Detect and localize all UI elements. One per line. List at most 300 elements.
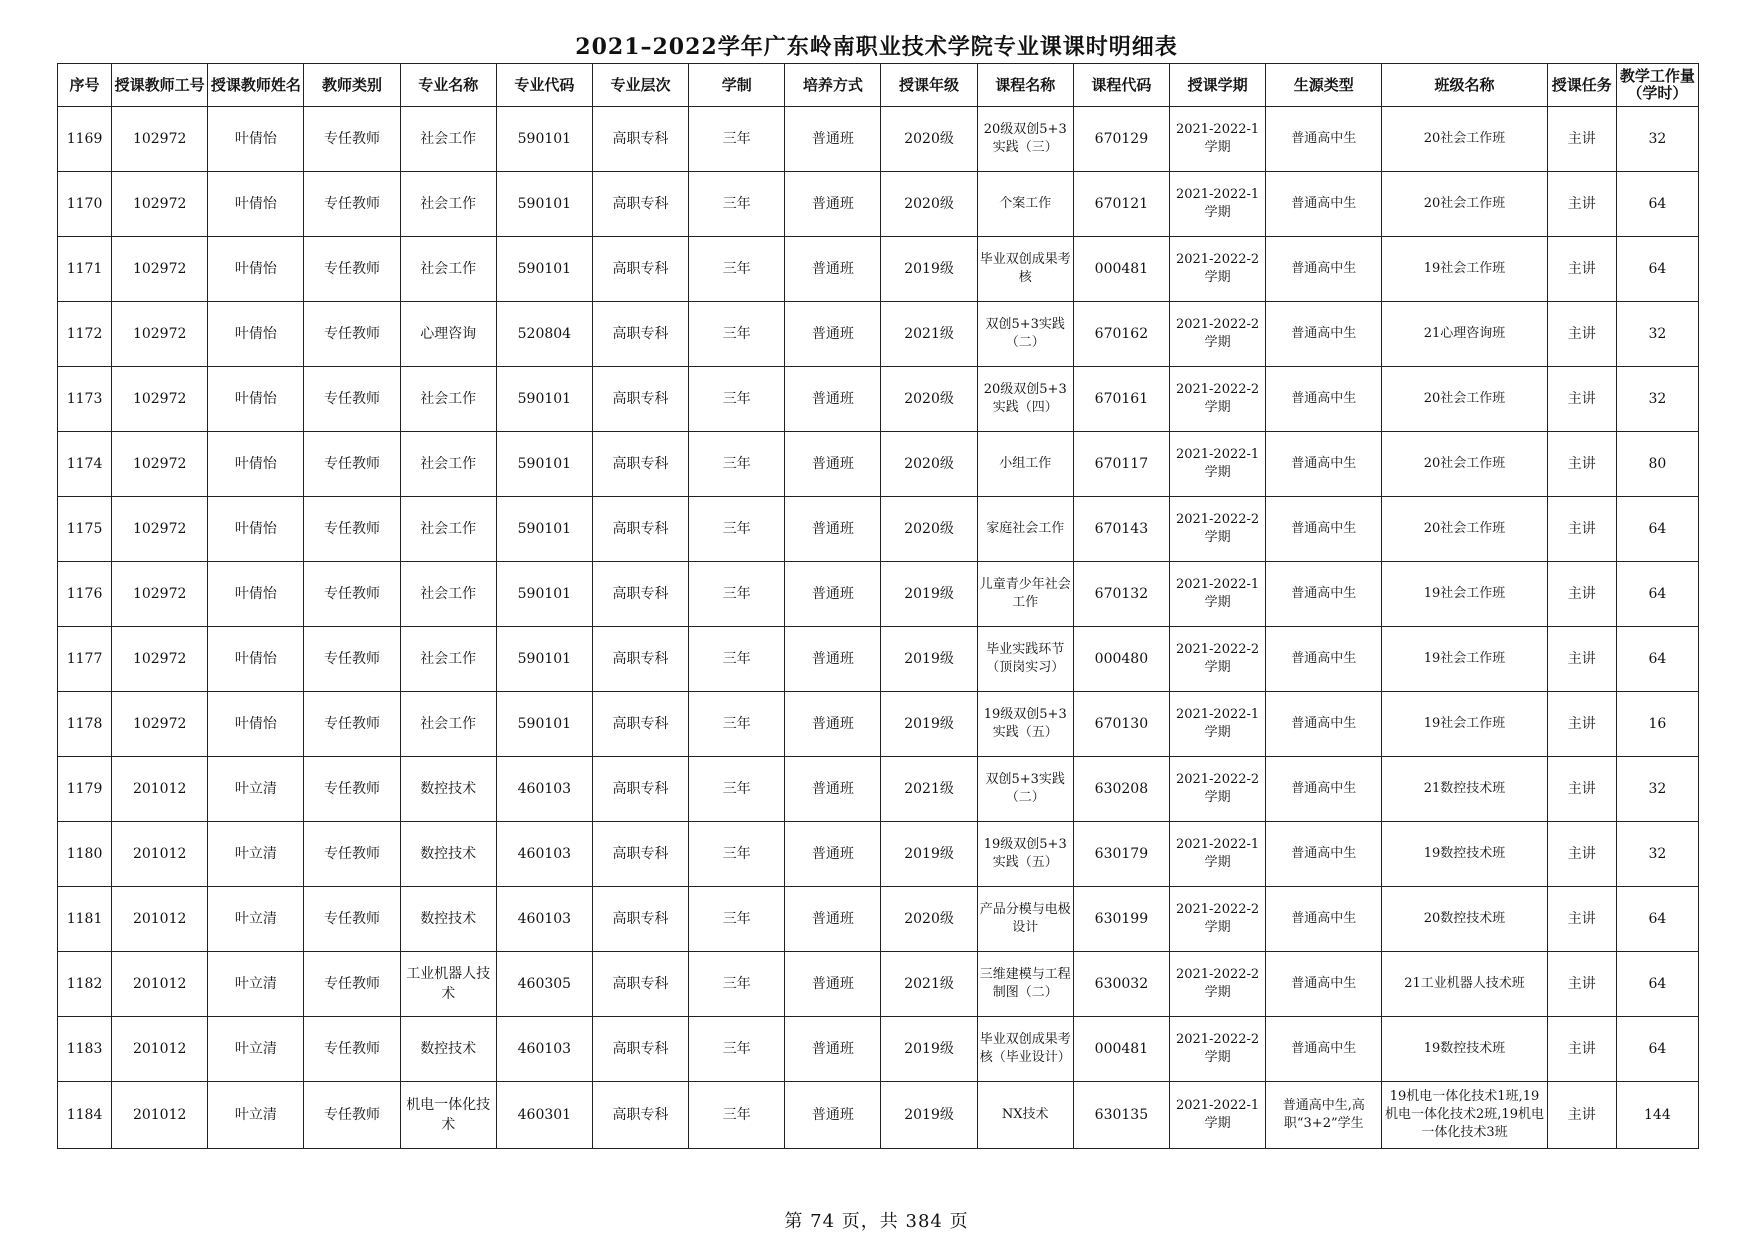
cell-teacher-type <box>304 692 400 757</box>
cell-teacher-type <box>304 497 400 562</box>
cell-major-name-text: 社会工作 <box>420 131 477 147</box>
cell-course-name <box>977 1017 1073 1082</box>
cell-course-name <box>977 952 1073 1017</box>
cell-workload <box>1616 562 1698 627</box>
cell-grade <box>881 107 977 172</box>
cell-course-code-text: 670162 <box>1094 326 1149 342</box>
cell-workload <box>1616 432 1698 497</box>
cell-teacher-id <box>112 822 208 887</box>
cell-training-mode <box>785 1082 881 1149</box>
cell-course-name-text: 三维建模与工程制图（二） <box>979 967 1071 1000</box>
cell-training-mode-text: 普通班 <box>811 1041 854 1057</box>
cell-teacher-type <box>304 107 400 172</box>
cell-course-code <box>1073 757 1169 822</box>
cell-training-mode <box>785 172 881 237</box>
cell-student-source <box>1266 822 1382 887</box>
cell-workload-text: 80 <box>1648 456 1667 472</box>
cell-course-code <box>1073 952 1169 1017</box>
cell-teacher-name-text: 叶立清 <box>234 911 277 927</box>
cell-teacher-name-text: 叶倩怡 <box>234 326 277 342</box>
cell-course-code-text: 670143 <box>1094 521 1149 537</box>
cell-teacher-type-text: 专任教师 <box>324 456 381 472</box>
cell-teacher-id <box>112 887 208 952</box>
cell-teacher-name-text: 叶立清 <box>234 976 277 992</box>
cell-teacher-type-text: 专任教师 <box>324 1107 381 1123</box>
cell-training-mode-text: 普通班 <box>811 586 854 602</box>
cell-student-source-text: 普通高中生 <box>1291 911 1357 926</box>
cell-teacher-type <box>304 172 400 237</box>
cell-course-name <box>977 172 1073 237</box>
cell-major-name-text: 社会工作 <box>420 586 477 602</box>
cell-teacher-name <box>208 237 304 302</box>
cell-task <box>1547 1082 1616 1149</box>
cell-course-code <box>1073 692 1169 757</box>
cell-training-mode <box>785 237 881 302</box>
cell-duration <box>689 1082 785 1149</box>
cell-course-name <box>977 757 1073 822</box>
cell-class-name-text: 20社会工作班 <box>1423 196 1506 211</box>
cell-teacher-id-text: 201012 <box>132 976 187 992</box>
cell-teacher-type-text: 专任教师 <box>324 196 381 212</box>
cell-duration <box>689 692 785 757</box>
cell-major-level <box>592 757 688 822</box>
cell-class-name <box>1382 237 1547 302</box>
cell-major-code <box>496 432 592 497</box>
cell-student-source <box>1266 172 1382 237</box>
cell-major-name <box>400 627 496 692</box>
cell-teacher-id-text: 102972 <box>132 261 187 277</box>
cell-semester <box>1169 1082 1265 1149</box>
cell-course-code <box>1073 627 1169 692</box>
cell-major-level-text: 高职专科 <box>612 326 669 342</box>
cell-major-name <box>400 822 496 887</box>
cell-workload-text: 64 <box>1648 1041 1667 1057</box>
col-header-course-name: 课程名称 <box>977 64 1073 107</box>
cell-grade <box>881 562 977 627</box>
cell-course-name <box>977 562 1073 627</box>
cell-task-text: 主讲 <box>1567 196 1596 212</box>
cell-class-name <box>1382 627 1547 692</box>
cell-grade-text: 2019级 <box>904 261 954 277</box>
cell-grade <box>881 1082 977 1149</box>
cell-student-source-text: 普通高中生,高职“3+2”学生 <box>1282 1098 1365 1131</box>
cell-student-source <box>1266 432 1382 497</box>
col-header-major-code: 专业代码 <box>496 64 592 107</box>
cell-teacher-name <box>208 757 304 822</box>
cell-course-code-text: 670130 <box>1094 716 1149 732</box>
cell-teacher-name-text: 叶倩怡 <box>234 456 277 472</box>
cell-task <box>1547 497 1616 562</box>
cell-teacher-type <box>304 432 400 497</box>
cell-semester-text: 2021-2022-2学期 <box>1175 252 1260 285</box>
cell-teacher-id <box>112 497 208 562</box>
cell-course-name <box>977 367 1073 432</box>
cell-major-level <box>592 107 688 172</box>
cell-student-source <box>1266 887 1382 952</box>
cell-training-mode <box>785 1017 881 1082</box>
cell-teacher-name-text: 叶立清 <box>234 1041 277 1057</box>
cell-grade-text: 2020级 <box>904 911 954 927</box>
cell-task <box>1547 237 1616 302</box>
cell-index <box>58 757 112 822</box>
cell-grade-text: 2020级 <box>904 456 954 472</box>
cell-course-name-text: 19级双创5+3实践（五） <box>983 837 1067 870</box>
cell-grade <box>881 757 977 822</box>
cell-teacher-type <box>304 562 400 627</box>
cell-class-name <box>1382 302 1547 367</box>
cell-class-name <box>1382 1082 1547 1149</box>
cell-major-name <box>400 1017 496 1082</box>
cell-grade-text: 2019级 <box>904 716 954 732</box>
cell-task <box>1547 952 1616 1017</box>
cell-student-source <box>1266 562 1382 627</box>
cell-grade <box>881 367 977 432</box>
cell-training-mode <box>785 822 881 887</box>
cell-semester <box>1169 172 1265 237</box>
cell-course-name-text: 儿童青少年社会工作 <box>979 577 1071 610</box>
cell-task <box>1547 1017 1616 1082</box>
cell-teacher-id-text: 102972 <box>132 196 187 212</box>
cell-class-name <box>1382 887 1547 952</box>
cell-teacher-type-text: 专任教师 <box>324 586 381 602</box>
cell-student-source <box>1266 367 1382 432</box>
cell-grade <box>881 887 977 952</box>
cell-teacher-name <box>208 952 304 1017</box>
cell-course-code <box>1073 1017 1169 1082</box>
cell-course-code-text: 630179 <box>1094 846 1149 862</box>
cell-major-name-text: 机电一体化技术 <box>406 1097 491 1133</box>
cell-major-name <box>400 172 496 237</box>
cell-duration-text: 三年 <box>722 521 751 537</box>
cell-major-name-text: 社会工作 <box>420 716 477 732</box>
cell-class-name-text: 20社会工作班 <box>1423 521 1506 536</box>
cell-course-name <box>977 692 1073 757</box>
cell-training-mode <box>785 562 881 627</box>
cell-grade-text: 2020级 <box>904 391 954 407</box>
cell-teacher-name <box>208 822 304 887</box>
col-header-major-name: 专业名称 <box>400 64 496 107</box>
cell-class-name-text: 19数控技术班 <box>1423 1041 1506 1056</box>
cell-course-code <box>1073 432 1169 497</box>
cell-teacher-name <box>208 172 304 237</box>
cell-major-code <box>496 887 592 952</box>
cell-training-mode <box>785 432 881 497</box>
cell-duration-text: 三年 <box>722 781 751 797</box>
cell-task <box>1547 562 1616 627</box>
cell-task <box>1547 887 1616 952</box>
cell-teacher-id <box>112 692 208 757</box>
cell-index-text: 1184 <box>66 1107 103 1123</box>
cell-class-name-text: 19数控技术班 <box>1423 846 1506 861</box>
cell-major-name-text: 社会工作 <box>420 651 477 667</box>
cell-duration <box>689 302 785 367</box>
cell-major-level <box>592 432 688 497</box>
cell-teacher-name <box>208 1082 304 1149</box>
cell-teacher-id <box>112 562 208 627</box>
cell-grade-text: 2019级 <box>904 846 954 862</box>
col-header-major-level: 专业层次 <box>592 64 688 107</box>
cell-course-name <box>977 822 1073 887</box>
cell-major-level-text: 高职专科 <box>612 391 669 407</box>
cell-semester-text: 2021-2022-1学期 <box>1175 577 1260 610</box>
table-row <box>58 432 1699 497</box>
cell-major-level-text: 高职专科 <box>612 196 669 212</box>
cell-teacher-name-text: 叶立清 <box>234 781 277 797</box>
cell-course-code-text: 000481 <box>1094 1041 1149 1057</box>
cell-workload <box>1616 822 1698 887</box>
cell-major-name-text: 社会工作 <box>420 391 477 407</box>
cell-task-text: 主讲 <box>1567 781 1596 797</box>
cell-course-name <box>977 1082 1073 1149</box>
cell-major-level-text: 高职专科 <box>612 521 669 537</box>
cell-workload <box>1616 497 1698 562</box>
cell-major-level <box>592 367 688 432</box>
cell-student-source <box>1266 237 1382 302</box>
cell-course-name <box>977 627 1073 692</box>
cell-course-code <box>1073 1082 1169 1149</box>
cell-teacher-type-text: 专任教师 <box>324 781 381 797</box>
cell-teacher-name <box>208 107 304 172</box>
cell-duration-text: 三年 <box>722 846 751 862</box>
cell-duration-text: 三年 <box>722 976 751 992</box>
cell-semester-text: 2021-2022-1学期 <box>1175 187 1260 220</box>
col-header-duration: 学制 <box>689 64 785 107</box>
cell-course-code <box>1073 367 1169 432</box>
col-header-course-code: 课程代码 <box>1073 64 1169 107</box>
cell-semester <box>1169 367 1265 432</box>
cell-teacher-name-text: 叶倩怡 <box>234 391 277 407</box>
cell-class-name <box>1382 757 1547 822</box>
cell-course-name-text: 产品分模与电极设计 <box>979 902 1071 935</box>
cell-teacher-id-text: 201012 <box>132 1107 187 1123</box>
cell-index <box>58 432 112 497</box>
cell-course-code <box>1073 562 1169 627</box>
cell-class-name <box>1382 822 1547 887</box>
cell-grade <box>881 497 977 562</box>
cell-major-name <box>400 302 496 367</box>
cell-teacher-type-text: 专任教师 <box>324 1041 381 1057</box>
cell-major-level-text: 高职专科 <box>612 846 669 862</box>
cell-workload <box>1616 1082 1698 1149</box>
cell-semester-text: 2021-2022-1学期 <box>1175 447 1260 480</box>
table-row <box>58 822 1699 887</box>
cell-training-mode-text: 普通班 <box>811 976 854 992</box>
col-header-semester: 授课学期 <box>1169 64 1265 107</box>
cell-duration <box>689 367 785 432</box>
cell-semester <box>1169 887 1265 952</box>
cell-major-level <box>592 692 688 757</box>
cell-grade <box>881 237 977 302</box>
cell-task-text: 主讲 <box>1567 651 1596 667</box>
cell-teacher-name <box>208 432 304 497</box>
cell-duration <box>689 562 785 627</box>
cell-teacher-name <box>208 1017 304 1082</box>
table-row <box>58 497 1699 562</box>
cell-major-name <box>400 237 496 302</box>
col-header-task: 授课任务 <box>1547 64 1616 107</box>
cell-grade-text: 2021级 <box>904 976 954 992</box>
cell-teacher-id-text: 201012 <box>132 911 187 927</box>
cell-teacher-id-text: 201012 <box>132 781 187 797</box>
cell-workload-text: 64 <box>1648 976 1667 992</box>
cell-semester <box>1169 627 1265 692</box>
cell-course-code-text: 630208 <box>1094 781 1149 797</box>
cell-major-code <box>496 172 592 237</box>
cell-course-code <box>1073 887 1169 952</box>
cell-course-name-text: 双创5+3实践（二） <box>985 317 1065 350</box>
cell-grade-text: 2020级 <box>904 196 954 212</box>
cell-training-mode <box>785 692 881 757</box>
cell-grade-text: 2019级 <box>904 1107 954 1123</box>
cell-teacher-name-text: 叶立清 <box>234 1107 277 1123</box>
cell-task-text: 主讲 <box>1567 1041 1596 1057</box>
cell-workload <box>1616 302 1698 367</box>
cell-class-name-text: 20数控技术班 <box>1423 911 1506 926</box>
cell-index <box>58 172 112 237</box>
cell-task <box>1547 432 1616 497</box>
cell-teacher-id-text: 201012 <box>132 846 187 862</box>
table-row <box>58 367 1699 432</box>
cell-task-text: 主讲 <box>1567 976 1596 992</box>
cell-major-code <box>496 367 592 432</box>
cell-teacher-id <box>112 627 208 692</box>
cell-index-text: 1169 <box>66 131 103 147</box>
cell-index <box>58 1082 112 1149</box>
cell-major-level <box>592 172 688 237</box>
cell-workload-text: 64 <box>1648 521 1667 537</box>
table-row <box>58 237 1699 302</box>
cell-major-code-text: 460103 <box>517 846 572 862</box>
cell-major-name <box>400 367 496 432</box>
cell-workload-text: 32 <box>1648 846 1667 862</box>
table-row <box>58 562 1699 627</box>
col-header-workload: 教学工作量（学时） <box>1616 64 1698 107</box>
col-header-class-name: 班级名称 <box>1382 64 1547 107</box>
cell-teacher-type <box>304 822 400 887</box>
cell-grade-text: 2021级 <box>904 326 954 342</box>
cell-workload-text: 64 <box>1648 196 1667 212</box>
cell-course-name-text: 个案工作 <box>999 196 1052 211</box>
cell-teacher-id-text: 102972 <box>132 391 187 407</box>
cell-class-name-text: 21数控技术班 <box>1423 781 1506 796</box>
cell-duration <box>689 887 785 952</box>
cell-class-name-text: 19社会工作班 <box>1423 261 1506 276</box>
cell-index-text: 1177 <box>66 651 103 667</box>
cell-teacher-type <box>304 757 400 822</box>
cell-major-name <box>400 952 496 1017</box>
cell-student-source-text: 普通高中生 <box>1291 651 1357 666</box>
cell-major-name-text: 数控技术 <box>420 911 477 927</box>
cell-course-code-text: 670117 <box>1094 456 1149 472</box>
cell-course-name-text: 双创5+3实践（二） <box>985 772 1065 805</box>
cell-major-name-text: 工业机器人技术 <box>406 966 491 1002</box>
cell-training-mode-text: 普通班 <box>811 521 854 537</box>
cell-teacher-type <box>304 627 400 692</box>
cell-duration-text: 三年 <box>722 391 751 407</box>
cell-index-text: 1175 <box>66 521 103 537</box>
cell-teacher-type <box>304 302 400 367</box>
cell-training-mode-text: 普通班 <box>811 391 854 407</box>
cell-workload-text: 32 <box>1648 391 1667 407</box>
cell-teacher-id-text: 201012 <box>132 1041 187 1057</box>
cell-task-text: 主讲 <box>1567 846 1596 862</box>
cell-duration <box>689 497 785 562</box>
cell-class-name-text: 20社会工作班 <box>1423 456 1506 471</box>
cell-teacher-type-text: 专任教师 <box>324 976 381 992</box>
cell-workload <box>1616 952 1698 1017</box>
cell-training-mode-text: 普通班 <box>811 651 854 667</box>
cell-teacher-name-text: 叶立清 <box>234 846 277 862</box>
cell-teacher-type <box>304 1082 400 1149</box>
cell-major-code-text: 590101 <box>517 716 572 732</box>
cell-grade <box>881 432 977 497</box>
cell-teacher-name <box>208 562 304 627</box>
cell-task <box>1547 757 1616 822</box>
cell-training-mode <box>785 952 881 1017</box>
cell-major-code-text: 460103 <box>517 781 572 797</box>
cell-semester <box>1169 692 1265 757</box>
cell-duration-text: 三年 <box>722 131 751 147</box>
cell-training-mode-text: 普通班 <box>811 716 854 732</box>
cell-student-source <box>1266 692 1382 757</box>
cell-workload <box>1616 107 1698 172</box>
cell-grade <box>881 627 977 692</box>
cell-task <box>1547 302 1616 367</box>
cell-index <box>58 107 112 172</box>
cell-teacher-name-text: 叶倩怡 <box>234 651 277 667</box>
cell-workload <box>1616 172 1698 237</box>
cell-teacher-type-text: 专任教师 <box>324 131 381 147</box>
cell-course-code <box>1073 497 1169 562</box>
cell-course-code-text: 670161 <box>1094 391 1149 407</box>
cell-grade-text: 2019级 <box>904 1041 954 1057</box>
cell-major-level-text: 高职专科 <box>612 716 669 732</box>
cell-class-name <box>1382 562 1547 627</box>
cell-index-text: 1170 <box>66 196 103 212</box>
cell-major-name <box>400 497 496 562</box>
cell-course-name <box>977 237 1073 302</box>
cell-workload-text: 16 <box>1648 716 1667 732</box>
cell-teacher-name <box>208 497 304 562</box>
cell-duration-text: 三年 <box>722 586 751 602</box>
table-row <box>58 302 1699 367</box>
cell-teacher-id <box>112 1082 208 1149</box>
cell-grade <box>881 1017 977 1082</box>
cell-grade <box>881 302 977 367</box>
cell-teacher-type-text: 专任教师 <box>324 521 381 537</box>
cell-grade <box>881 952 977 1017</box>
cell-task-text: 主讲 <box>1567 1107 1596 1123</box>
cell-grade-text: 2020级 <box>904 521 954 537</box>
cell-duration-text: 三年 <box>722 196 751 212</box>
cell-major-level-text: 高职专科 <box>612 651 669 667</box>
cell-course-code-text: 630199 <box>1094 911 1149 927</box>
cell-major-level-text: 高职专科 <box>612 911 669 927</box>
cell-duration <box>689 107 785 172</box>
cell-major-code-text: 460103 <box>517 1041 572 1057</box>
cell-semester <box>1169 822 1265 887</box>
cell-task-text: 主讲 <box>1567 456 1596 472</box>
cell-course-name-text: 家庭社会工作 <box>986 521 1065 536</box>
cell-course-name-text: 毕业双创成果考核 <box>979 252 1071 285</box>
table-row <box>58 887 1699 952</box>
cell-grade-text: 2021级 <box>904 781 954 797</box>
cell-semester-text: 2021-2022-2学期 <box>1175 642 1260 675</box>
col-header-grade: 授课年级 <box>881 64 977 107</box>
cell-task-text: 主讲 <box>1567 716 1596 732</box>
cell-major-name <box>400 887 496 952</box>
cell-course-code-text: 630032 <box>1094 976 1149 992</box>
